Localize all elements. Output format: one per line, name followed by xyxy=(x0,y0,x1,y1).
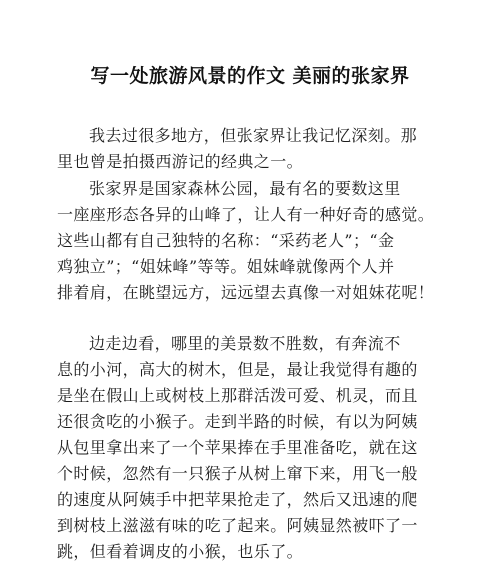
paragraph-2-line-1: 张家界是国家森林公园，最有名的要数这里 xyxy=(89,179,401,198)
article-title: 写一处旅游风景的作文 美丽的张家界 xyxy=(90,65,410,87)
paragraph-1-line-2: 里也曾是拍摄西游记的经典之一。 xyxy=(57,152,304,171)
paragraph-3-line-9: 跳，但看着调皮的小猴，也乐了。 xyxy=(57,542,304,561)
paragraph-3-line-5: 从包里拿出来了一个苹果捧在手里准备吃，就在这 xyxy=(57,438,418,457)
paragraph-2-line-4: 鸡独立”；“姐妹峰”等等。姐妹峰就像两个人并 xyxy=(57,257,395,276)
paragraph-3-line-7: 的速度从阿姨手中把苹果抢走了，然后又迅速的爬 xyxy=(57,490,418,509)
paragraph-3-line-2: 息的小河，高大的树木，但是，最让我觉得有趣的 xyxy=(57,360,418,379)
paragraph-3-line-3: 是坐在假山上或树枝上那群活泼可爱、机灵，而且 xyxy=(57,386,418,405)
paragraph-3-line-4: 还很贪吃的小猴子。走到半路的时候，有以为阿姨 xyxy=(57,412,418,431)
paragraph-2-line-3: 这些山都有自己独特的名称：“采药老人”；“金 xyxy=(57,231,395,250)
paragraph-3-line-6: 个时候，忽然有一只猴子从树上窜下来，用飞一般 xyxy=(57,464,418,483)
paragraph-2-line-2: 一座座形态各异的山峰了，让人有一种好奇的感觉。 xyxy=(57,205,435,224)
paragraph-3-line-8: 到树枝上滋滋有味的吃了起来。阿姨显然被吓了一 xyxy=(57,516,418,535)
paragraph-1-line-1: 我去过很多地方，但张家界让我记忆深刻。那 xyxy=(89,126,418,145)
paragraph-3-line-1: 边走边看，哪里的美景数不胜数，有奔流不 xyxy=(89,334,401,353)
paragraph-2-line-5: 排着肩，在眺望远方，远远望去真像一对姐妹花呢！ xyxy=(57,283,435,302)
